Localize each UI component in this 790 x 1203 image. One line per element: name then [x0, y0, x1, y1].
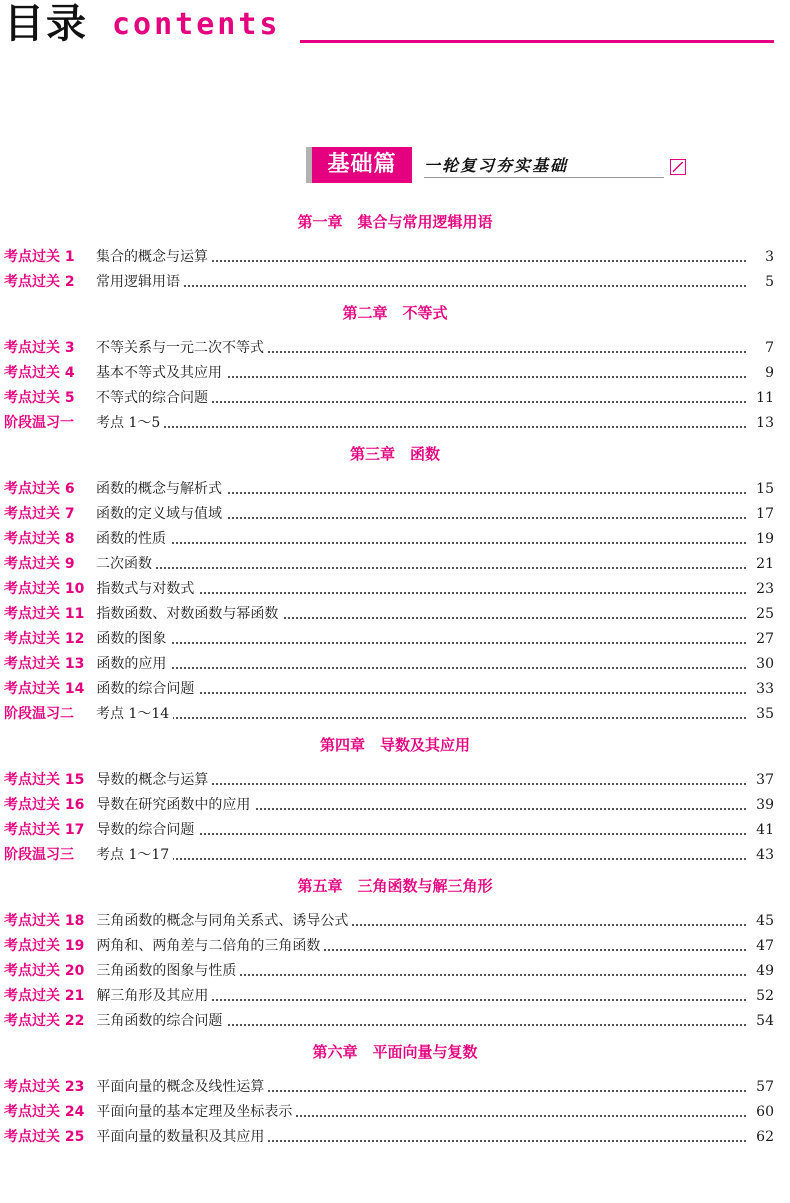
- entry-title: 函数的图象: [96, 627, 170, 652]
- toc-entry[interactable]: [0, 270, 790, 295]
- toc-entry[interactable]: [0, 411, 790, 436]
- page-number: 45: [748, 909, 774, 934]
- toc-entry[interactable]: [0, 909, 790, 934]
- chapter-title: 第三章 函数: [349, 445, 440, 463]
- toc-entry[interactable]: [0, 768, 790, 793]
- page-header: [0, 0, 790, 60]
- page-number: 9: [748, 361, 774, 386]
- dot-leader: [96, 567, 750, 569]
- toc-entry[interactable]: [0, 1009, 790, 1034]
- page-number: 21: [748, 552, 774, 577]
- entry-label: 考点过关 14: [4, 681, 85, 697]
- toc-entry[interactable]: [0, 602, 790, 627]
- chapter-title: 第四章 导数及其应用: [319, 736, 470, 754]
- entry-title: 函数的性质: [96, 527, 170, 552]
- entry-title: 考点 1～5: [96, 411, 164, 436]
- page-title: 目录: [4, 1, 88, 47]
- entry-label: 考点过关 8: [4, 531, 75, 547]
- page-number: 41: [748, 818, 774, 843]
- page-number: 49: [748, 959, 774, 984]
- page-number: 25: [748, 602, 774, 627]
- entry-label: 考点过关 7: [4, 506, 75, 522]
- page-number: 37: [748, 768, 774, 793]
- entry-label: 考点过关 6: [4, 481, 75, 497]
- entry-label: 考点过关 5: [4, 390, 75, 406]
- entry-label: 考点过关 1: [4, 249, 75, 265]
- entry-title: 导数的综合问题: [96, 818, 198, 843]
- toc-entry[interactable]: [0, 959, 790, 984]
- entry-label: 阶段温习三: [4, 847, 74, 863]
- chapter-title: 第五章 三角函数与解三角形: [297, 877, 493, 895]
- toc-entry[interactable]: [0, 1075, 790, 1100]
- entry-title: 考点 1～17: [96, 843, 173, 868]
- entry-title: 二次函数: [96, 552, 156, 577]
- page-number: 54: [748, 1009, 774, 1034]
- page-number: 7: [748, 336, 774, 361]
- entry-title: 函数的应用: [96, 652, 170, 677]
- toc-entry[interactable]: [0, 245, 790, 270]
- entry-label: 考点过关 3: [4, 340, 75, 356]
- chapter-title: 第六章 平面向量与复数: [312, 1043, 478, 1061]
- toc-entry[interactable]: [0, 1125, 790, 1150]
- section-banner: [312, 147, 692, 187]
- page-number: 62: [748, 1125, 774, 1150]
- entry-title: 平面向量的基本定理及坐标表示: [96, 1100, 296, 1125]
- entry-title: 常用逻辑用语: [96, 270, 184, 295]
- dot-leader: [96, 542, 750, 544]
- chapter-title: 第一章 集合与常用逻辑用语: [297, 213, 493, 231]
- dot-leader: [96, 858, 750, 860]
- toc-entry[interactable]: [0, 527, 790, 552]
- entry-title: 平面向量的概念及线性运算: [96, 1075, 268, 1100]
- entry-title: 函数的定义域与值域: [96, 502, 226, 527]
- toc-entry[interactable]: [0, 702, 790, 727]
- diagonal-arrow-icon: [670, 159, 686, 175]
- entry-label: 阶段温习二: [4, 706, 74, 722]
- toc-entry[interactable]: [0, 793, 790, 818]
- page-number: 39: [748, 793, 774, 818]
- page-number: 43: [748, 843, 774, 868]
- entry-label: 考点过关 25: [4, 1129, 85, 1145]
- entry-title: 指数函数、对数函数与幂函数: [96, 602, 282, 627]
- chapter-title: 第二章 不等式: [342, 304, 448, 322]
- page-number: 19: [748, 527, 774, 552]
- entry-title: 三角函数的综合问题: [96, 1009, 226, 1034]
- entry-label: 考点过关 15: [4, 772, 85, 788]
- entry-title: 考点 1～14: [96, 702, 173, 727]
- banner-subtitle: 一轮复习夯实基础: [424, 156, 569, 175]
- entry-label: 考点过关 11: [4, 606, 85, 622]
- entry-title: 基本不等式及其应用: [96, 361, 226, 386]
- dot-leader: [96, 717, 750, 719]
- page-number: 5: [748, 270, 774, 295]
- page-number: 23: [748, 577, 774, 602]
- toc-entry[interactable]: [0, 552, 790, 577]
- entry-label: 考点过关 19: [4, 938, 85, 954]
- page-number: 13: [748, 411, 774, 436]
- page-number: 52: [748, 984, 774, 1009]
- page-title-english: contents: [112, 7, 281, 42]
- entry-title: 不等式的综合问题: [96, 386, 212, 411]
- toc-entry[interactable]: [0, 934, 790, 959]
- table-of-contents: [0, 210, 790, 1150]
- entry-label: 考点过关 20: [4, 963, 85, 979]
- dot-leader: [96, 642, 750, 644]
- entry-title: 三角函数的概念与同角关系式、诱导公式: [96, 909, 352, 934]
- toc-entry[interactable]: [0, 627, 790, 652]
- entry-title: 不等关系与一元二次不等式: [96, 336, 268, 361]
- entry-label: 考点过关 23: [4, 1079, 85, 1095]
- page-number: 60: [748, 1100, 774, 1125]
- page-number: 27: [748, 627, 774, 652]
- entry-title: 集合的概念与运算: [96, 245, 212, 270]
- toc-entry[interactable]: [0, 477, 790, 502]
- entry-title: 两角和、两角差与二倍角的三角函数: [96, 934, 324, 959]
- entry-label: 考点过关 17: [4, 822, 85, 838]
- toc-entry[interactable]: [0, 386, 790, 411]
- dot-leader: [96, 426, 750, 428]
- dot-leader: [96, 667, 750, 669]
- page-number: 3: [748, 245, 774, 270]
- entry-label: 考点过关 13: [4, 656, 85, 672]
- entry-label: 考点过关 9: [4, 556, 75, 572]
- toc-entry[interactable]: [0, 843, 790, 868]
- entry-label: 考点过关 16: [4, 797, 85, 813]
- entry-label: 考点过关 12: [4, 631, 85, 647]
- header-rule: [300, 40, 774, 43]
- page-number: 47: [748, 934, 774, 959]
- entry-label: 阶段温习一: [4, 415, 74, 431]
- toc-entry[interactable]: [0, 577, 790, 602]
- dot-leader: [96, 285, 750, 287]
- entry-title: 平面向量的数量积及其应用: [96, 1125, 268, 1150]
- toc-entry[interactable]: [0, 984, 790, 1009]
- entry-label: 考点过关 21: [4, 988, 85, 1004]
- toc-entry[interactable]: [0, 652, 790, 677]
- entry-title: 函数的综合问题: [96, 677, 198, 702]
- page-number: 57: [748, 1075, 774, 1100]
- entry-label: 考点过关 22: [4, 1013, 85, 1029]
- page-number: 33: [748, 677, 774, 702]
- banner-title: 基础篇: [312, 147, 412, 183]
- entry-title: 函数的概念与解析式: [96, 477, 226, 502]
- entry-title: 指数式与对数式: [96, 577, 198, 602]
- page-number: 15: [748, 477, 774, 502]
- page-number: 17: [748, 502, 774, 527]
- entry-label: 考点过关 4: [4, 365, 75, 381]
- entry-title: 解三角形及其应用: [96, 984, 212, 1009]
- entry-label: 考点过关 10: [4, 581, 85, 597]
- entry-title: 导数在研究函数中的应用: [96, 793, 254, 818]
- toc-entry[interactable]: [0, 818, 790, 843]
- toc-entry[interactable]: [0, 336, 790, 361]
- page-number: 35: [748, 702, 774, 727]
- toc-entry[interactable]: [0, 677, 790, 702]
- page-number: 30: [748, 652, 774, 677]
- entry-title: 导数的概念与运算: [96, 768, 212, 793]
- entry-label: 考点过关 18: [4, 913, 85, 929]
- page-number: 11: [748, 386, 774, 411]
- toc-entry[interactable]: [0, 1100, 790, 1125]
- toc-entry[interactable]: [0, 361, 790, 386]
- entry-label: 考点过关 24: [4, 1104, 85, 1120]
- entry-label: 考点过关 2: [4, 274, 75, 290]
- banner-underline: [424, 177, 664, 178]
- entry-title: 三角函数的图象与性质: [96, 959, 240, 984]
- toc-entry[interactable]: [0, 502, 790, 527]
